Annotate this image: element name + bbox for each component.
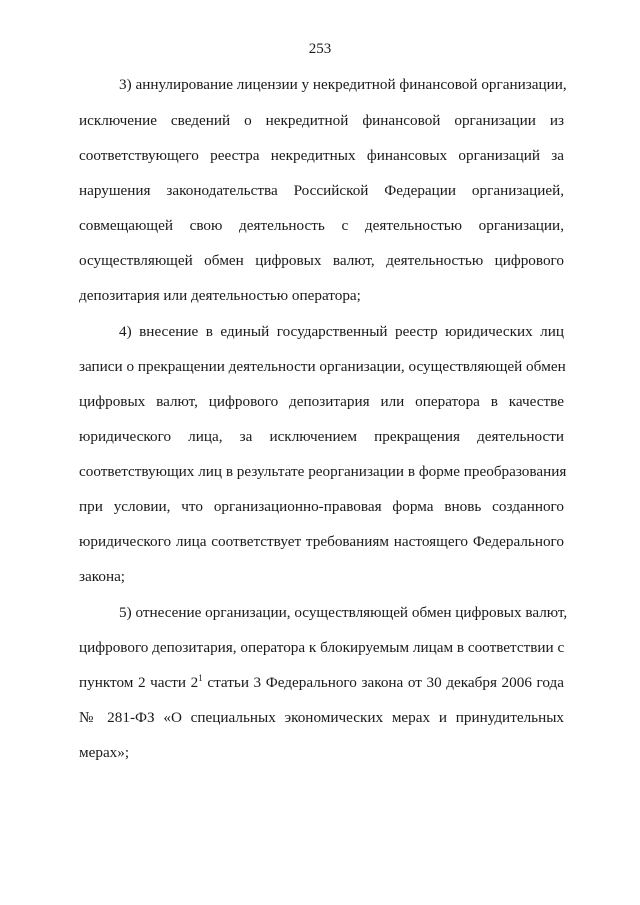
item-4-line-6: при условии, что организационно-правовая форма вновь созданного [79, 498, 564, 515]
item-3-line-2: исключение сведений о некредитной финансовой организации из [79, 112, 564, 129]
item-5-line-3-before: пунктом 2 части 2 [79, 674, 199, 691]
item-4-line-7: юридического лица соответствует требованиям настоящего Федерального [79, 533, 564, 550]
item-4-line-1: 4) внесение в единый государственный реестр юридических лиц [119, 323, 564, 340]
item-3-line-5: совмещающей свою деятельность с деятельностью организации, [79, 217, 564, 234]
item-5-line-2: цифрового депозитария, оператора к блокируемым лицам в соответствии с [79, 639, 565, 656]
item-5-line-1: 5) отнесение организации, осуществляющей обмен цифровых валют, [119, 604, 568, 621]
superscript-one: 1 [198, 673, 203, 683]
page-number: 253 [308, 41, 332, 57]
item-3-line-4: нарушения законодательства Российской Федерации организацией, [79, 182, 564, 199]
item-4-line-5: соответствующих лиц в результате реорганизации в форме преобразования [79, 463, 567, 480]
item-3-line-1: 3) аннулирование лицензии у некредитной финансовой организации, [119, 76, 567, 93]
item-5-line-3 [79, 673, 564, 693]
item-5-line-4: № 281-ФЗ «О специальных экономических мерах и принудительных [79, 709, 564, 726]
item-5-line-3-after: статьи 3 Федерального закона от 30 декабря 2006 года [202, 674, 565, 691]
item-4-line-2: записи о прекращении деятельности организации, осуществляющей обмен [79, 358, 566, 375]
item-4-line-3: цифровых валют, цифрового депозитария или оператора в качестве [79, 393, 564, 410]
item-5-line-5: мерах»; [79, 744, 130, 761]
item-4-line-4: юридического лица, за исключением прекращения деятельности [79, 428, 564, 445]
item-4-line-8: закона; [79, 568, 126, 585]
item-3-line-3: соответствующего реестра некредитных финансовых организаций за [79, 147, 564, 164]
item-3-line-7: депозитария или деятельностью оператора; [79, 287, 361, 304]
item-3-line-6: осуществляющей обмен цифровых валют, деятельностью цифрового [79, 252, 564, 269]
